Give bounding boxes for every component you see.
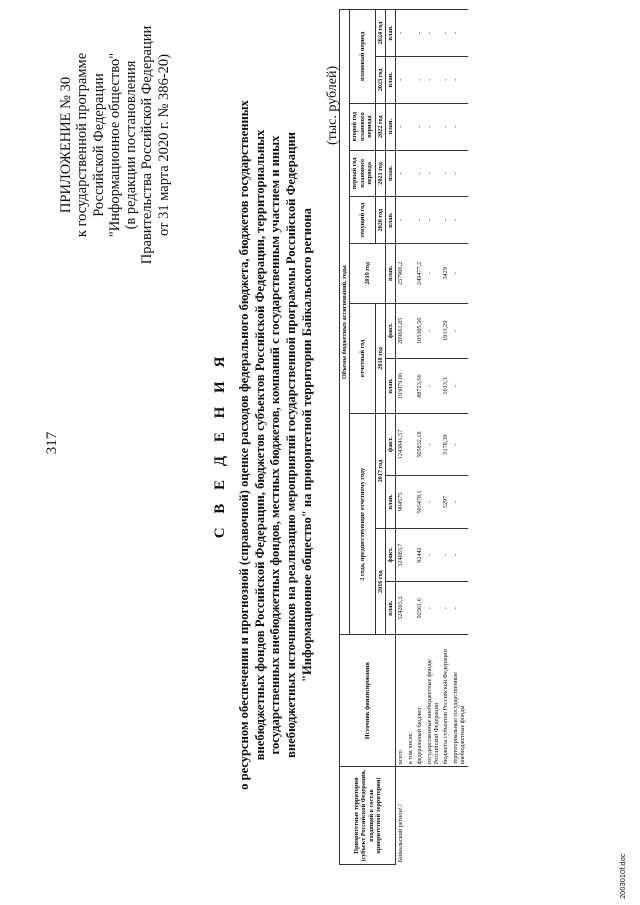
value-cell: - (425, 56, 442, 103)
header-plan: план. (386, 103, 396, 150)
value-cell (406, 244, 415, 304)
value-cell: - (441, 10, 450, 57)
value-cell (406, 103, 415, 150)
value-cell (406, 56, 415, 103)
header-volumes: Объемы бюджетных ассигнований, годы (340, 10, 350, 635)
title-body (237, 65, 316, 825)
value-cell (406, 10, 415, 57)
value-cell: - (425, 150, 442, 197)
value-cell: - (396, 197, 406, 244)
header-year-2021: 2021 год (375, 150, 385, 197)
header-plan: план. (386, 358, 396, 413)
appendix-line: ПРИЛОЖЕНИЕ № 30 (58, 76, 74, 214)
financing-table (339, 9, 468, 865)
appendix-line: Правительства Российской Федерации (139, 25, 156, 265)
value-cell: 904575 (396, 475, 406, 528)
value-cell: - (441, 529, 450, 582)
value-cell: 92561,6 (415, 582, 424, 635)
value-cell: - (425, 197, 442, 244)
source-cell: федеральный бюджет (415, 635, 424, 767)
value-cell: - (441, 150, 450, 197)
value-cell (406, 150, 415, 197)
value-cell: - (425, 414, 442, 476)
appendix-block (58, 10, 172, 280)
value-cell: - (441, 197, 450, 244)
value-cell: 3429 (441, 244, 450, 304)
header-plan: план. (386, 10, 396, 57)
table-row (396, 10, 406, 865)
header-year-2022: 2022 год (375, 103, 385, 150)
title-line: "Информационное общество" на приоритетной территории Байкальского региона (299, 208, 314, 682)
header-fact: факт. (386, 414, 396, 476)
appendix-line: (в редакции постановления (123, 60, 140, 230)
header-plan: план. (386, 56, 396, 103)
value-cell (406, 197, 415, 244)
value-cell: - (451, 56, 468, 103)
value-cell: 88723,56 (415, 358, 424, 413)
header-plan: план. (386, 244, 396, 304)
appendix-line: Российской Федерации (90, 73, 107, 217)
territory-cell (451, 767, 468, 865)
value-cell (406, 303, 415, 358)
source-cell: территориальные государственные внебюджетные фонды (451, 635, 468, 767)
appendix-line: "Информационное общество" (106, 52, 123, 238)
territory-cell (425, 767, 442, 865)
value-cell: - (396, 150, 406, 197)
appendix-line: от 31 марта 2020 г. № 386-20) (155, 54, 172, 236)
table-row (406, 10, 415, 865)
value-cell: - (441, 56, 450, 103)
header-plan: план. (386, 150, 396, 197)
value-cell: 324203,3 (396, 582, 406, 635)
source-cell: бюджеты субъектов Российской Федерации (441, 635, 450, 767)
units-label: (тыс. рублей) (325, 65, 340, 145)
header-year-2024: 2024 год (375, 10, 385, 57)
header-first-plan: первый год планового периода (350, 150, 375, 197)
value-cell: 324083,7 (396, 529, 406, 582)
header-second-plan: второй год планового периода (350, 103, 375, 150)
value-cell: - (441, 103, 450, 150)
value-cell: - (396, 103, 406, 150)
value-cell: - (425, 103, 442, 150)
header-year-2018: 2018 год (375, 303, 385, 414)
header-plan: план. (386, 582, 396, 635)
value-cell: - (396, 56, 406, 103)
value-cell: - (415, 56, 424, 103)
header-2019: 2019 год (350, 244, 386, 304)
header-fact: факт. (386, 303, 396, 358)
header-plan: план. (386, 197, 396, 244)
header-current: текущий год (350, 197, 375, 244)
header-plan: план. (386, 475, 396, 528)
page-number: 317 (44, 431, 60, 455)
value-cell: - (425, 529, 442, 582)
value-cell: 1013,3 (441, 358, 450, 413)
value-cell (406, 582, 415, 635)
table-row (451, 10, 468, 865)
appendix-line: к государственной программе (74, 52, 91, 238)
value-cell: 1013,29 (441, 303, 450, 358)
value-cell: - (425, 358, 442, 413)
value-cell: - (425, 303, 442, 358)
document-title (212, 65, 316, 825)
value-cell: 249477,2 (415, 244, 424, 304)
value-cell: - (425, 10, 442, 57)
value-cell: - (451, 414, 468, 476)
value-cell: 5297 (441, 475, 450, 528)
value-cell: 92442 (415, 529, 424, 582)
header-year-2023: 2023 год (375, 56, 385, 103)
territory-cell (406, 767, 415, 865)
value-cell: 1243841,57 (396, 414, 406, 476)
value-cell: - (451, 244, 468, 304)
table-row (415, 10, 424, 865)
value-cell: - (451, 529, 468, 582)
title-line: внебюджетных источников на реализацию мероприятий государственной программы Российской Федерации (284, 132, 299, 758)
footer-filename: 2003010f.doc (618, 853, 627, 899)
value-cell: - (415, 197, 424, 244)
value-cell: - (451, 197, 468, 244)
header-year-2017: 2017 год (375, 414, 385, 529)
value-cell: - (451, 358, 468, 413)
value-cell: - (425, 582, 442, 635)
value-cell: - (396, 10, 406, 57)
territory-cell (415, 767, 424, 865)
title-line: внебюджетных фондов Российской Федерации, бюджетов субъектов Российской Федерации, территориальных (252, 129, 267, 761)
value-cell: - (451, 150, 468, 197)
value-cell: - (451, 303, 468, 358)
value-cell: - (415, 103, 424, 150)
source-cell: всего (396, 635, 406, 767)
header-year-2016: 2016 год (375, 529, 385, 635)
source-cell: в том числе: (406, 635, 415, 767)
title-line: о ресурсном обеспечении и прогнозной (справочной) оценке расходов федерального бюджета, бюджетов государственных (237, 100, 251, 790)
value-cell (406, 529, 415, 582)
value-cell (406, 358, 415, 413)
value-cell: - (451, 582, 468, 635)
value-cell: 505478,1 (415, 475, 424, 528)
value-cell (406, 414, 415, 476)
value-cell: - (451, 103, 468, 150)
value-cell: 5178,39 (441, 414, 450, 476)
value-cell: - (415, 150, 424, 197)
title-heading: С В Е Д Е Н И Я (212, 351, 228, 539)
header-reporting: отчетный год (350, 303, 375, 414)
header-two-years: 2 года, предшествующие отчетному году (350, 414, 375, 635)
table-body (396, 10, 468, 865)
title-line: государственных внебюджетных фондов, местных бюджетов, компаний с государственным участием и иных (268, 135, 283, 755)
header-fact: факт. (386, 529, 396, 582)
territory-cell: Байкальский регион¹,² (396, 767, 406, 865)
table-row (441, 10, 450, 865)
value-cell: - (451, 10, 468, 57)
value-cell: - (425, 244, 442, 304)
value-cell: 193079,86 (396, 358, 406, 413)
value-cell: - (415, 10, 424, 57)
value-cell: 505832,18 (415, 414, 424, 476)
value-cell: 257906,2 (396, 244, 406, 304)
value-cell: 105305,56 (415, 303, 424, 358)
value-cell: 209661,85 (396, 303, 406, 358)
header-year-2020: 2020 год (375, 197, 385, 244)
value-cell: - (425, 475, 442, 528)
table-row (425, 10, 442, 865)
value-cell (406, 475, 415, 528)
header-source: Источник финансирования (340, 635, 396, 767)
value-cell: - (451, 475, 468, 528)
header-territory: Приоритетные территории (субъект Российской Федерации, входящий в состав приоритетной территории) (340, 767, 396, 865)
header-planned: плановый период (350, 10, 375, 104)
source-cell: государственные внебюджетные фонды Российской Федерации (425, 635, 442, 767)
value-cell: - (441, 582, 450, 635)
territory-cell (441, 767, 450, 865)
